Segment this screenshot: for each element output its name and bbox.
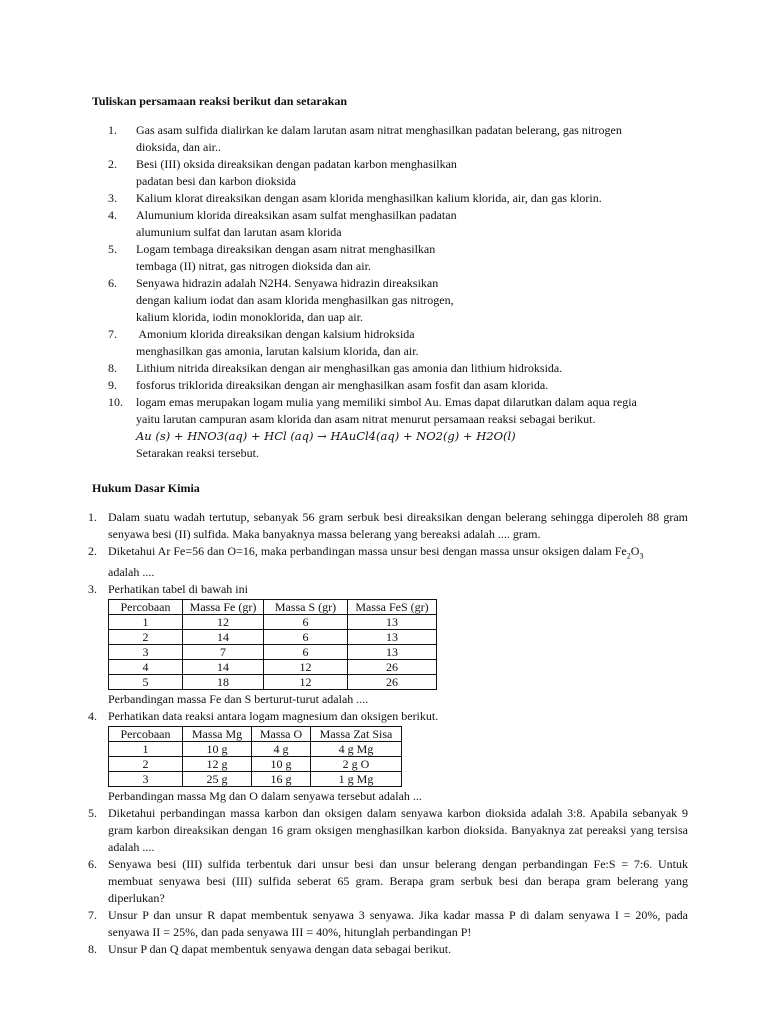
question-number: 7. — [108, 327, 117, 341]
question-item — [108, 394, 678, 462]
table-cell: 1 — [109, 742, 183, 757]
question-text: Diketahui Ar Fe=56 dan O=16, maka perbandingan massa unsur besi dengan massa unsur oksigen dalam Fe — [108, 544, 627, 558]
question-item — [108, 326, 678, 360]
question-text-line: tembaga (II) nitrat, gas nitrogen dioksida dan air. — [136, 259, 371, 273]
table-header-cell: Massa Mg — [183, 727, 252, 742]
question-number: 1. — [108, 123, 117, 137]
table-cell: 26 — [348, 660, 437, 675]
question-text-line: alumunium sulfat dan larutan asam klorida — [136, 225, 342, 239]
question-text: Perbandingan massa Fe dan S berturut-turut adalah .... — [108, 692, 369, 707]
question-number: 10. — [108, 395, 123, 409]
question-number: 8. — [108, 361, 117, 375]
question-number: 5. — [108, 242, 117, 256]
table-row — [109, 630, 437, 645]
table-cell: 6 — [264, 630, 348, 645]
table-cell: 1 — [109, 615, 183, 630]
question-item — [108, 190, 678, 207]
table-header-cell: Massa S (gr) — [264, 600, 348, 615]
table-header-cell: Massa FeS (gr) — [348, 600, 437, 615]
question-number: 3. — [108, 191, 117, 205]
question-text: Senyawa besi (III) sulfida terbentuk dari unsur besi dan unsur belerang dengan perbandingan Fe:S = 7:6. Untuk membuat senyawa besi (III) sulfida seberat 65 gram. Berapa gram serbuk besi dan berapa gram belerang yang diperlukan? — [108, 857, 688, 906]
question-item: 1. Dalam suatu wadah tertutup, sebanyak 56 gram serbuk besi direaksikan dengan belerang sehingga diperoleh 88 gram senyawa besi (II) sulfida. Maka banyaknya massa belerang yang bereaksi adalah .... gram. — [88, 510, 688, 541]
question-text-line: padatan besi dan karbon dioksida — [136, 174, 296, 188]
subscript: 3 — [639, 551, 644, 561]
table-cell: 5 — [109, 675, 183, 690]
table-cell: 10 g — [252, 757, 311, 772]
question-item: 7. Unsur P dan unsur R dapat membentuk senyawa 3 senyawa. Jika kadar massa P di dalam senyawa I = 20%, pada senyawa II = 25%, dan pada senyawa III = 40%, hitunglah perbandingan P! — [88, 908, 688, 940]
table-cell: 18 — [183, 675, 264, 690]
table-cell: 10 g — [183, 742, 252, 757]
table-cell: 13 — [348, 645, 437, 660]
question-item — [108, 360, 678, 377]
table-cell: 1 g Mg — [311, 772, 402, 787]
table-cell: 2 — [109, 757, 183, 772]
question-text: Unsur P dan Q dapat membentuk senyawa dengan data sebagai berikut. — [108, 942, 452, 957]
question-item: 6. Senyawa besi (III) sulfida terbentuk dari unsur besi dan unsur belerang dengan perbandingan Fe:S = 7:6. Untuk membuat senyawa besi (III) sulfida seberat 65 gram. Berapa gram serbuk besi dan berapa gram belerang yang diperlukan? — [88, 857, 688, 906]
table-row — [109, 660, 437, 675]
table-cell: 13 — [348, 615, 437, 630]
question-text-line: dioksida, dan air.. — [136, 140, 221, 154]
question-item — [108, 241, 678, 275]
question-text-line: kalium klorida, iodin monoklorida, dan uap air. — [136, 310, 363, 324]
question-text-line: menghasilkan gas amonia, larutan kalsium klorida, dan air. — [136, 344, 419, 358]
table-cell: 3 — [109, 645, 183, 660]
table-cell: 6 — [264, 615, 348, 630]
basic-laws-question-list — [88, 509, 688, 958]
table-cell: 12 — [264, 660, 348, 675]
question-instruction: Setarakan reaksi tersebut. — [136, 446, 259, 460]
question-text-line: Kalium klorat direaksikan dengan asam klorida menghasilkan kalium klorida, air, dan gas klorin. — [136, 191, 602, 205]
table-cell: 12 g — [183, 757, 252, 772]
table-cell: 2 g O — [311, 757, 402, 772]
question-item: 2. Diketahui Ar Fe=56 dan O=16, maka perbandingan massa unsur besi dengan massa unsur oksigen dalam $Fe_2O_3$ adalah .... — [88, 543, 688, 581]
question-text-line: Logam tembaga direaksikan dengan asam nitrat menghasilkan — [136, 242, 436, 256]
table-cell: 12 — [264, 675, 348, 690]
table-cell: 25 g — [183, 772, 252, 787]
question-number: 6. — [108, 276, 117, 290]
question-item — [108, 122, 678, 156]
table-cell: 16 g — [252, 772, 311, 787]
table-cell: 26 — [348, 675, 437, 690]
table-header-cell: Percobaan — [109, 600, 183, 615]
data-table-fe-s — [108, 599, 437, 690]
table-row — [109, 742, 402, 757]
question-text-line: Lithium nitrida direaksikan dengan air menghasilkan gas amonia dan lithium hidroksida. — [136, 361, 563, 375]
section-heading-reactions: Tuliskan persamaan reaksi berikut dan setarakan — [92, 94, 348, 108]
table-cell: 13 — [348, 630, 437, 645]
table-header-cell: Massa Fe (gr) — [183, 600, 264, 615]
question-intro: Perhatikan data reaksi antara logam magnesium dan oksigen berikut. — [108, 709, 439, 724]
reaction-question-list — [108, 122, 678, 462]
data-table-mg-o — [108, 726, 402, 787]
question-text-line: adalah .... — [108, 565, 155, 580]
table-header-cell: Percobaan — [109, 727, 183, 742]
question-text-line: Gas asam sulfida dialirkan ke dalam larutan asam nitrat menghasilkan padatan belerang, gas nitrogen — [136, 123, 622, 137]
question-text-line: logam emas merupakan logam mulia yang memiliki simbol Au. Emas dapat dilarutkan dalam aqua regia — [136, 395, 637, 409]
question-text-line: yaitu larutan campuran asam klorida dan asam nitrat menurut persamaan reaksi sebagai berikut. — [136, 412, 596, 426]
table-row — [109, 675, 437, 690]
question-item — [108, 275, 678, 326]
table-row — [109, 645, 437, 660]
table-header-cell: Massa Zat Sisa — [311, 727, 402, 742]
table-row — [109, 615, 437, 630]
question-item — [108, 377, 678, 394]
question-item: 3. Perhatikan tabel di bawah ini Percobaan Massa Fe (gr) Massa S (gr) Massa FeS (gr) 1 12 6 13 2 14 6 13 3 7 6 13 4 14 12 26 5 18 12 26 Perbandingan massa Fe dan S berturut-turut adalah .... — [88, 581, 688, 708]
question-item: 8. Unsur P dan Q dapat membentuk senyawa dengan data sebagai berikut. — [88, 942, 452, 957]
question-item: 4. Perhatikan data reaksi antara logam magnesium dan oksigen berikut. Percobaan Massa Mg Massa O Massa Zat Sisa 1 10 g 4 g 4 g Mg 2 12 g 10 g 2 g O 3 25 g 16 g 1 g Mg Perbandingan massa Mg dan O dalam senyawa tersebut adalah ... — [88, 708, 688, 805]
table-row — [109, 772, 402, 787]
reaction-equation: Au (s) + HNO3(aq) + HCl (aq) → HAuCl4(aq) + NO2(g) + H2O(l) — [136, 429, 516, 443]
question-text: Perbandingan massa Mg dan O dalam senyawa tersebut adalah ... — [108, 789, 422, 804]
question-text-line: Besi (III) oksida direaksikan dengan padatan karbon menghasilkan — [136, 157, 457, 171]
question-intro: Perhatikan tabel di bawah ini — [108, 582, 248, 597]
table-cell: 7 — [183, 645, 264, 660]
table-cell: 4 g Mg — [311, 742, 402, 757]
question-text: Diketahui perbandingan massa karbon dan oksigen dalam senyawa karbon dioksida adalah 3:8. Apabila sebanyak 9 gram karbon direaksikan dengan 16 gram oksigen menghasilkan karbon dioksida. Banyaknya zat pereaksi yang tersisa adalah .... — [108, 806, 688, 855]
table-header-cell: Massa O — [252, 727, 311, 742]
table-cell: 4 — [109, 660, 183, 675]
table-cell: 14 — [183, 630, 264, 645]
question-text-line: Senyawa hidrazin adalah N2H4. Senyawa hidrazin direaksikan — [136, 276, 439, 290]
formula-part: O — [630, 544, 640, 558]
question-number: 4. — [108, 208, 117, 222]
question-text-line: Amonium klorida direaksikan dengan kalsium hidroksida — [136, 327, 415, 341]
question-text: Unsur P dan unsur R dapat membentuk senyawa 3 senyawa. Jika kadar massa P di dalam senyawa I = 20%, pada senyawa II = 25%, dan pada senyawa III = 40%, hitunglah perbandingan P! — [108, 908, 688, 940]
question-number: 9. — [108, 378, 117, 392]
table-cell: 2 — [109, 630, 183, 645]
question-text: Dalam suatu wadah tertutup, sebanyak 56 gram serbuk besi direaksikan dengan belerang sehingga diperoleh 88 gram senyawa besi (II) sulfida. Maka banyaknya massa belerang yang bereaksi adalah .... gram. — [108, 510, 688, 541]
table-cell: 4 g — [252, 742, 311, 757]
table-cell: 12 — [183, 615, 264, 630]
question-item: 5. Diketahui perbandingan massa karbon dan oksigen dalam senyawa karbon dioksida adalah 3:8. Apabila sebanyak 9 gram karbon direaksikan dengan 16 gram oksigen menghasilkan karbon dioksida. Banyaknya zat pereaksi yang tersisa adalah .... — [88, 806, 688, 855]
question-text-line: Alumunium klorida direaksikan asam sulfat menghasilkan padatan — [136, 208, 457, 222]
table-row — [109, 757, 402, 772]
question-item — [108, 207, 678, 241]
table-cell: 3 — [109, 772, 183, 787]
question-item — [108, 156, 678, 190]
table-cell: 6 — [264, 645, 348, 660]
subscript: 2 — [626, 551, 631, 561]
question-number: 2. — [108, 157, 117, 171]
table-cell: 14 — [183, 660, 264, 675]
question-text-line: fosforus triklorida direaksikan dengan air menghasilkan asam fosfit dan asam klorida. — [136, 378, 549, 392]
question-text-line: dengan kalium iodat dan asam klorida menghasilkan gas nitrogen, — [136, 293, 454, 307]
section-heading-basic-laws: Hukum Dasar Kimia — [92, 481, 200, 495]
